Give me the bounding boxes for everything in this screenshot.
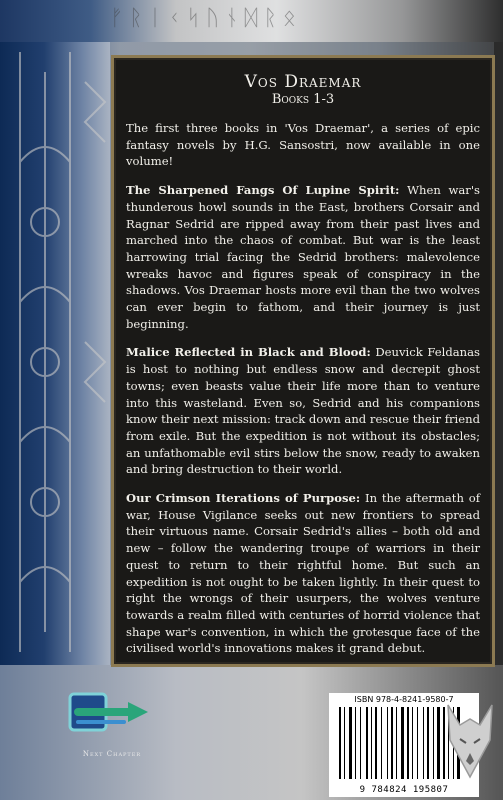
barcode-bar [342, 707, 343, 779]
book-3-blurb: In the aftermath of war, House Vigilance seeks out new frontiers to spread their virtuous name. Corsair Sedrid's allies – both old and new – follow the wandering troupe of warriors in their quest to return to their rightful home. But such an expedition is not ought to be taken lightly. In their quest to right the wrongs of their usurpers, the wolves venture towards a realm filled with centuries of horrid violence that shape war's convention, in which the grotesque face of the civilised world's innovations makes it grand debut. [126, 491, 481, 656]
barcode-bar [346, 707, 348, 779]
barcode-bar [391, 707, 393, 779]
book-2-name: Malice Reflected in Black and Blood: [126, 345, 371, 360]
barcode-bar [410, 707, 411, 779]
barcode-bar [389, 707, 390, 779]
book-subtitle: Books 1-3 [271, 92, 335, 107]
book-1-blurb: When war's thunderous howl sounds in the East, brothers Corsair and Ragnar Sedrid are ripped away from their past lives and marched into the chaos of combat. But war is the least harrowing trial facing the Sedrid brothers: malevolence wreaks havoc and figures speak of conspiracy in the shadows. Vos Draemar hosts more evil than the two wolves can ever begin to fathom, and their journey is just beginning. [126, 183, 480, 331]
barcode-bar [355, 707, 356, 779]
barcode-bar [369, 707, 370, 779]
barcode-bar [383, 707, 386, 779]
barcode-bar [375, 707, 377, 779]
intro-paragraph: The first three books in 'Vos Draemar', a series of epic fantasy novels by H.G. Sansostri, now available in one volume! [126, 121, 480, 169]
isbn-label: ISBN 978-4-8241-9580-7 [354, 695, 454, 704]
barcode-bar [344, 707, 345, 779]
barcode-digits: 9 784824 195807 [359, 785, 449, 795]
book-3-name: Our Crimson Iterations of Purpose: [126, 491, 361, 506]
barcode-bar [378, 707, 380, 779]
blurb-content [126, 72, 480, 669]
barcode-bar [353, 707, 354, 779]
barcode-bar [387, 707, 388, 779]
barcode-bar [433, 707, 434, 779]
barcode-bar [405, 707, 406, 779]
barcode-bar [423, 707, 424, 779]
barcode-bar [357, 707, 359, 779]
book-title: Vos Draemar [244, 72, 362, 92]
barcode-bar [407, 707, 409, 779]
barcode-bar [394, 707, 395, 779]
barcode-bar [412, 707, 413, 779]
barcode-bar [373, 707, 374, 779]
barcode-bar [362, 707, 365, 779]
barcode-bar [427, 707, 429, 779]
barcode-bar [425, 707, 426, 779]
right-dark-strip [494, 42, 503, 665]
blurb-panel [111, 55, 495, 667]
barcode-bar [414, 707, 416, 779]
barcode-bar [339, 707, 341, 779]
book-1-name: The Sharpened Fangs Of Lupine Spirit: [126, 183, 400, 198]
barcode-bar [435, 707, 436, 779]
book-1-paragraph [126, 182, 480, 332]
barcode-bar [349, 707, 352, 779]
wolf-emblem-icon [440, 695, 500, 785]
book-2-paragraph [126, 344, 480, 478]
barcode-bar [430, 707, 432, 779]
ornament-frame-icon [0, 42, 110, 665]
next-chapter-logo-icon [64, 690, 154, 738]
book-2-blurb: Deuvick Feldanas is host to nothing but endless snow and decrepit ghost towns; even beasts value their life more than to venture into this wasteland. Even so, Sedrid and his companions know their next mission: track down and rescue their friend from exile. But the expedition is not without its obstacles; an unfathomable evil stirs below the snow, ready to awaken and bring destruction to their world. [126, 345, 480, 477]
barcode-bar [401, 707, 404, 779]
book-3-paragraph [126, 490, 480, 657]
rune-border-icon: ᚠᚱᛁᚲᛋᚢᚾᛞᚱᛟ [110, 6, 303, 31]
barcode-bar [371, 707, 372, 779]
barcode-bar [381, 707, 382, 779]
barcode-bar [360, 707, 361, 779]
barcode-bar [366, 707, 368, 779]
barcode-bar [396, 707, 397, 779]
barcode-bar [398, 707, 400, 779]
publisher-name: Next Chapter [82, 750, 142, 758]
barcode-bar [419, 707, 422, 779]
barcode-bar [417, 707, 418, 779]
